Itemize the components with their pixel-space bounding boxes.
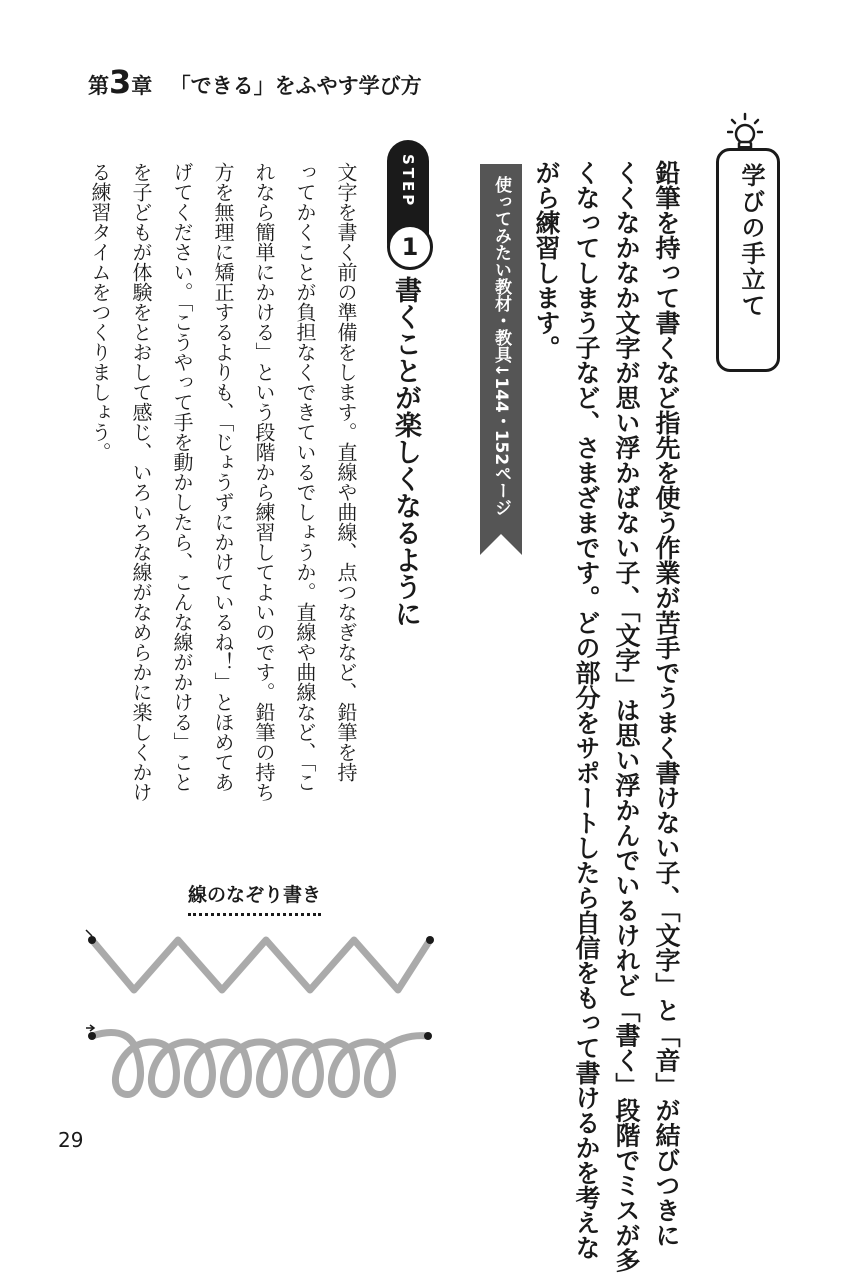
step-number: 1 <box>387 224 433 270</box>
intro-line: くくなかなか文字が思い浮かばない子、「文字」は思い浮かんでいるけれど「書く」段階でミスが多 <box>612 160 641 1273</box>
body-line: れなら簡単にかける」という段階から練習してよいのです。鉛筆の持ち <box>252 162 276 802</box>
step-heading: 書くことが楽しくなるように <box>390 276 421 627</box>
body-line: 文字を書く前の準備をします。直線や曲線、点つなぎなど、鉛筆を持 <box>334 162 358 782</box>
body-line: る練習タイムをつくりましょう。 <box>88 162 112 462</box>
chapter-title: 「できる」をふやす学び方 <box>169 74 422 98</box>
step-label: STEP <box>399 154 417 209</box>
body-text <box>79 162 366 802</box>
loop-trace-line <box>80 1020 450 1110</box>
chapter-number: 3 <box>109 63 132 101</box>
intro-line: くなってしまう子など、さまざまです。どの部分をサポートしたら自信をもって書けるかを考えな <box>572 160 601 1260</box>
tracing-title: 線のなぞり書き <box>188 880 321 916</box>
body-line: を子どもが体験をとおして感じ、いろいろな線がなめらかに楽しくかけ <box>129 162 153 802</box>
chapter-prefix: 第 <box>88 74 109 98</box>
intro-text <box>526 160 686 1273</box>
intro-line: 鉛筆を持って書くなど指先を使う作業が苦手でうまく書けない子、「文字」と「音」が結びつきに <box>652 160 681 1248</box>
chapter-header <box>88 63 422 101</box>
body-line: 方を無理に矯正するよりも、「じょうずにかけているね！」とほめてあ <box>211 162 235 792</box>
zigzag-trace-line <box>80 928 450 1008</box>
body-line: げてください。「こうやって手を動かしたら、こんな線がかける」こと <box>170 162 194 792</box>
method-label-box <box>716 148 780 372</box>
chapter-suffix: 章 <box>131 74 153 98</box>
page-number: 29 <box>58 1128 84 1152</box>
intro-line: がら練習します。 <box>532 160 561 360</box>
materials-banner <box>480 164 522 534</box>
materials-banner-text: 使ってみたい教材・教具↓144・152ページ <box>491 176 511 517</box>
body-line: ってかくことが負担なくできているでしょうか。直線や曲線など、「こ <box>293 162 317 792</box>
method-label: 学びの手立て <box>737 163 765 319</box>
